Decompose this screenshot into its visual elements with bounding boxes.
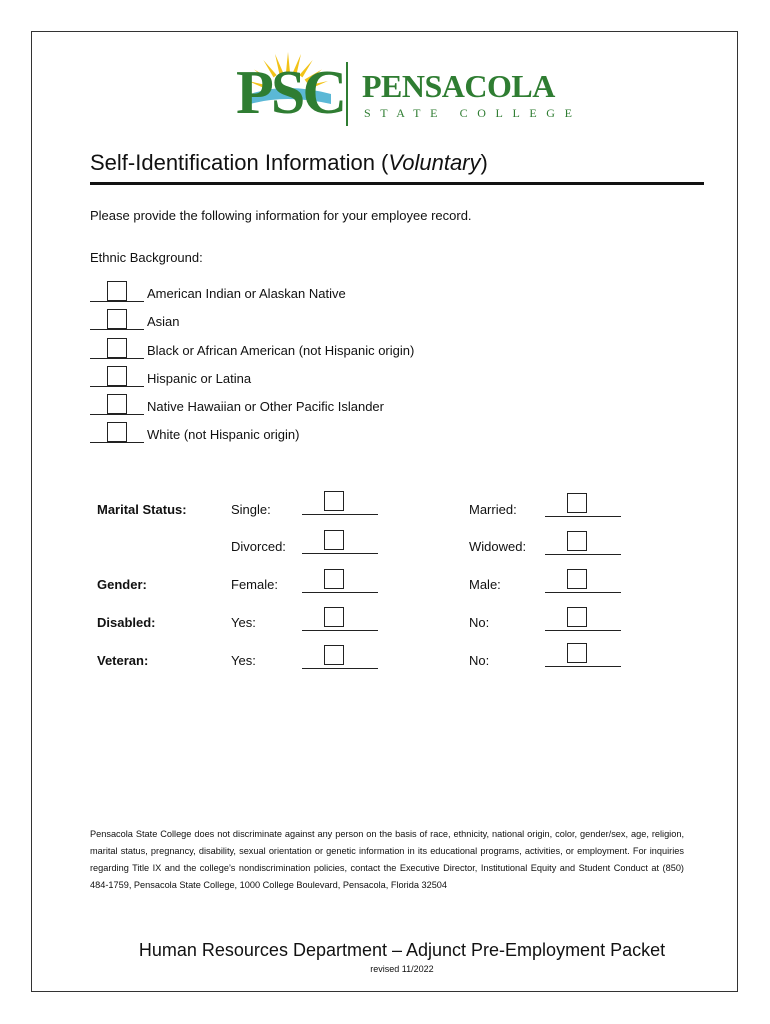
widowed-checkbox[interactable] — [567, 531, 587, 551]
veteran-no-label: No: — [469, 653, 490, 668]
footer-revised: revised 11/2022 — [370, 964, 434, 974]
ethnic-option-row — [90, 283, 490, 305]
blank-line — [302, 630, 378, 631]
ethnic-option-label: Asian — [147, 314, 180, 329]
blank-line — [90, 301, 144, 302]
divorced-field — [302, 530, 378, 554]
ethnic-option-row — [90, 368, 490, 390]
ethnic-option-label: Black or African American (not Hispanic origin) — [147, 343, 415, 358]
ethnic-option-row — [90, 311, 490, 333]
female-checkbox[interactable] — [324, 569, 344, 589]
blank-line — [90, 386, 144, 387]
form-title-main: Self-Identification Information ( — [90, 150, 389, 175]
intro-text: Please provide the following information for your employee record. — [90, 208, 472, 223]
ethnic-checkbox-white[interactable] — [107, 422, 127, 442]
ethnic-checkbox-hispanic[interactable] — [107, 366, 127, 386]
male-label: Male: — [469, 577, 501, 592]
disabled-no-label: No: — [469, 615, 490, 630]
disabled-yes-checkbox[interactable] — [324, 607, 344, 627]
female-label: Female: — [231, 577, 278, 592]
ethnic-option-label: American Indian or Alaskan Native — [147, 286, 346, 301]
blank-line — [545, 592, 621, 593]
logo-divider — [346, 62, 348, 126]
disabled-no-field — [545, 607, 621, 631]
form-title — [90, 150, 488, 176]
veteran-yes-field — [302, 645, 378, 669]
single-label: Single: — [231, 502, 271, 517]
ethnic-checkbox-black[interactable] — [107, 338, 127, 358]
ethnic-option-label: Native Hawaiian or Other Pacific Islander — [147, 399, 384, 414]
married-label: Married: — [469, 502, 517, 517]
veteran-no-checkbox[interactable] — [567, 643, 587, 663]
blank-line — [545, 554, 621, 555]
ethnic-checkbox-pacific-islander[interactable] — [107, 394, 127, 414]
blank-line — [302, 514, 378, 515]
ethnic-option-row — [90, 340, 490, 362]
marital-status-label: Marital Status: — [97, 502, 187, 517]
blank-line — [302, 668, 378, 669]
disabled-yes-label: Yes: — [231, 615, 256, 630]
male-checkbox[interactable] — [567, 569, 587, 589]
form-title-end: ) — [480, 150, 488, 175]
blank-line — [302, 553, 378, 554]
ethnic-option-label: White (not Hispanic origin) — [147, 427, 300, 442]
blank-line — [90, 442, 144, 443]
widowed-label: Widowed: — [469, 539, 527, 554]
ethnic-background-label: Ethnic Background: — [90, 250, 203, 265]
widowed-field — [545, 531, 621, 555]
blank-line — [545, 630, 621, 631]
single-checkbox[interactable] — [324, 491, 344, 511]
blank-line — [545, 666, 621, 667]
male-field — [545, 569, 621, 593]
married-field — [545, 493, 621, 517]
ethnic-option-row — [90, 396, 490, 418]
blank-line — [90, 358, 144, 359]
title-rule — [90, 182, 704, 185]
nondiscrimination-statement: Pensacola State College does not discriminate against any person on the basis of race, ethnicity, national origin, color, gender/sex, age, religion, marital status, pregnancy, disability, sexual orientation or genetic information in its educational programs, activities, or employment. For inquiries regarding Title IX and the college’s nondiscrimination policies, contact the Executive Director, Institutional Equity and Student Conduct at (850) 484-1759, Pensacola State College, 1000 College Boulevard, Pensacola, Florida 32504 — [90, 829, 684, 890]
disabled-label: Disabled: — [97, 615, 156, 630]
veteran-yes-checkbox[interactable] — [324, 645, 344, 665]
logo-subtitle: STATE COLLEGE — [364, 106, 582, 120]
veteran-yes-label: Yes: — [231, 653, 256, 668]
disabled-no-checkbox[interactable] — [567, 607, 587, 627]
ethnic-checkbox-american-indian[interactable] — [107, 281, 127, 301]
divorced-label: Divorced: — [231, 539, 286, 554]
divorced-checkbox[interactable] — [324, 530, 344, 550]
blank-line — [302, 592, 378, 593]
single-field — [302, 491, 378, 515]
footer-title: Human Resources Department – Adjunct Pre-Employment Packet — [138, 940, 666, 960]
ethnic-option-row — [90, 424, 490, 446]
logo-abbreviation: PSC — [236, 59, 345, 127]
logo-college-name: PENSACOLA — [362, 68, 555, 104]
blank-line — [90, 414, 144, 415]
form-title-emphasis: Voluntary — [388, 150, 481, 175]
female-field — [302, 569, 378, 593]
blank-line — [90, 329, 144, 330]
blank-line — [545, 516, 621, 517]
veteran-label: Veteran: — [97, 653, 149, 668]
ethnic-option-label: Hispanic or Latina — [147, 371, 252, 386]
married-checkbox[interactable] — [567, 493, 587, 513]
ethnic-checkbox-asian[interactable] — [107, 309, 127, 329]
gender-label: Gender: — [97, 577, 147, 592]
disabled-yes-field — [302, 607, 378, 631]
veteran-no-field — [545, 643, 621, 667]
